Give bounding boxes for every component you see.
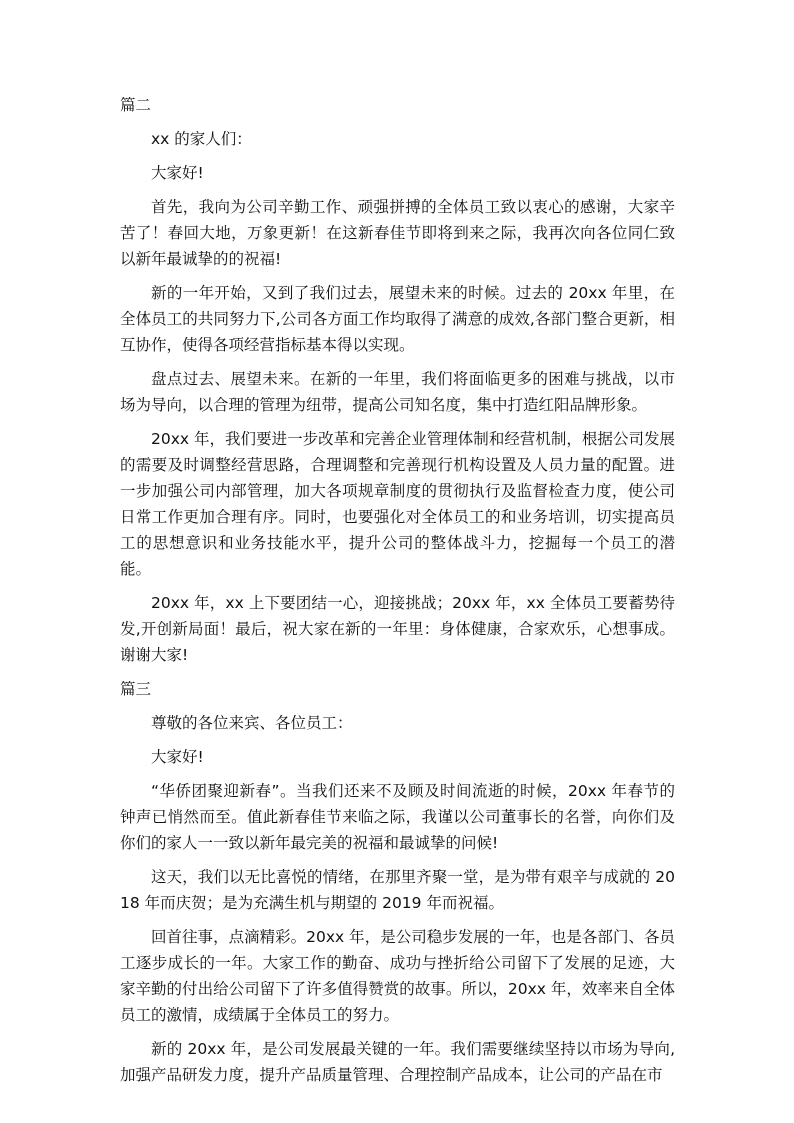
body-paragraph: 这天，我们以无比喜悦的情绪，在那里齐聚一堂，是为带有艰辛与成就的 2018 年而庆贺；是为充满生机与期望的 2019 年而祝福。 <box>120 868 675 912</box>
body-paragraph: 回首往事，点滴精彩。20xx 年，是公司稳步发展的一年，也是各部门、各员工逐步成长的一年。大家工作的勤奋、成功与挫折给公司留下了发展的足迹，大家辛勤的付出给公司留下了许多值得赞赏的故事。所以，20xx 年，效率来自全体员工的激情，成绩属于全体员工的努力。 <box>120 928 675 1024</box>
body-paragraph: 20xx 年，xx 上下要团结一心，迎接挑战；20xx 年，xx 全体员工要蓄势待发,开创新局面！最后，祝大家在新的一年里：身体健康，合家欢乐，心想事成。谢谢大家! <box>120 594 675 664</box>
greeting: 大家好! <box>151 748 204 766</box>
document-body <box>120 92 675 1096</box>
body-paragraph: 新的一年开始，又到了我们过去，展望未来的时候。过去的 20xx 年里，在全体员工的共同努力下,公司各方面工作均取得了满意的成效,各部门整合更新，相互协作，使得各项经营指标基本得以实现。 <box>120 284 675 354</box>
greeting: 大家好! <box>151 164 204 182</box>
salutation: 尊敬的各位来宾、各位员工： <box>151 714 353 732</box>
body-paragraph: 新的 20xx 年，是公司发展最关键的一年。我们需要继续坚持以市场为导向,加强产品研发力度，提升产品质量管理、合理控制产品成本，让公司的产品在市 <box>120 1040 675 1084</box>
section-heading: 篇三 <box>120 680 152 698</box>
body-paragraph: 首先，我向为公司辛勤工作、顽强拼搏的全体员工致以衷心的感谢，大家辛苦了！春回大地，万象更新！在这新春佳节即将到来之际，我再次向各位同仁致以新年最诚挚的的祝福! <box>120 198 675 268</box>
body-paragraph: 20xx 年，我们要进一步改革和完善企业管理体制和经营机制，根据公司发展的需要及时调整经营思路，合理调整和完善现行机构设置及人员力量的配置。进一步加强公司内部管理，加大各项规章制度的贯彻执行及监督检查力度，使公司日常工作更加合理有序。同时，也要强化对全体员工的和业务培训，切实提高员工的思想意识和业务技能水平，提升公司的整体战斗力，挖掘每一个员工的潜能。 <box>120 430 675 578</box>
salutation: xx 的家人们： <box>151 130 252 148</box>
body-paragraph: 盘点过去、展望未来。在新的一年里，我们将面临更多的困难与挑战，以市场为导向，以合理的管理为纽带，提高公司知名度，集中打造红阳品牌形象。 <box>120 370 675 414</box>
body-paragraph: “华侨团聚迎新春”。当我们还来不及顾及时间流逝的时候，20xx 年春节的钟声已悄然而至。值此新春佳节来临之际，我谨以公司董事长的名誉，向你们及你们的家人一一致以新年最完美的祝福和最诚挚的问候! <box>120 782 675 852</box>
section-heading: 篇二 <box>120 96 152 114</box>
